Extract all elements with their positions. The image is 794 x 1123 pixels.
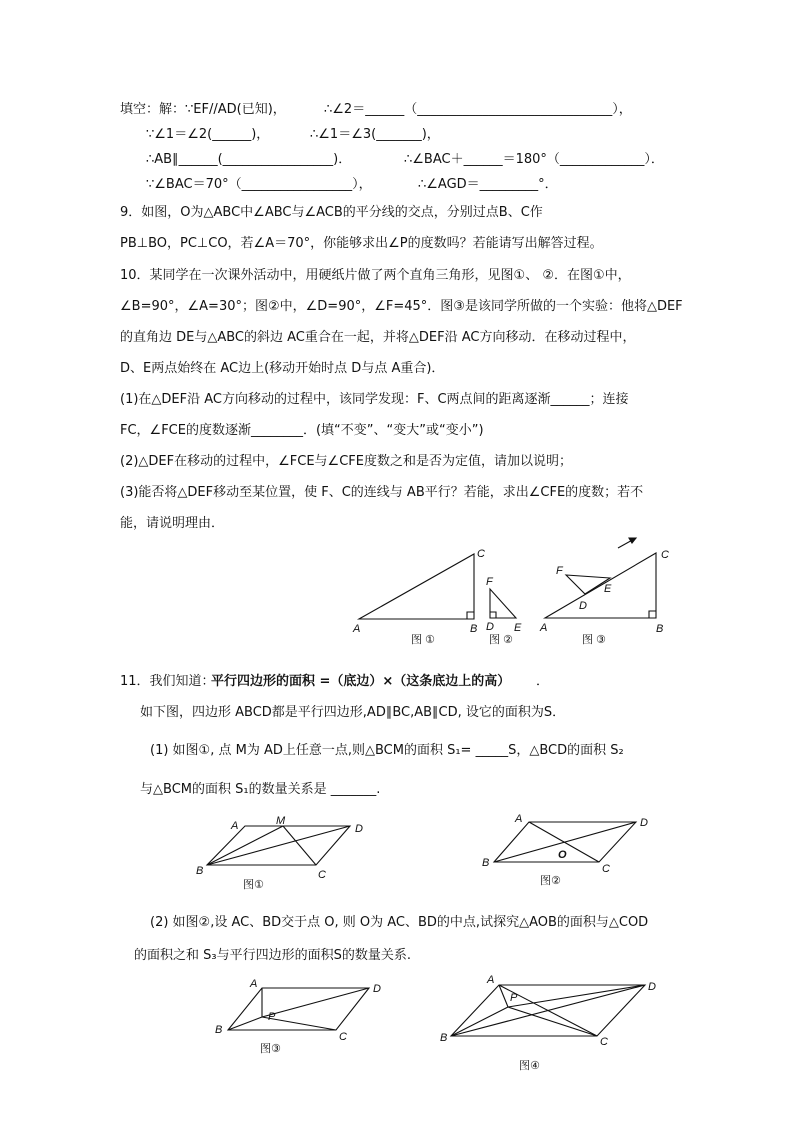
q10-line-4: D、E两点始终在 AC边上(移动开始时点 D与点 A重合)． [120,361,445,376]
q11-line-4: 与△BCM的面积 S₁的数量关系是 _______. [140,782,381,797]
svg-text:F: F [486,576,493,588]
svg-text:C: C [339,1031,347,1043]
q10-line-2: ∠B=90°，∠A=30°；图②中，∠D=90°，∠F=45°．图③是该同学所做的一个实验：他将△DEF [120,299,683,314]
svg-text:B: B [470,623,478,635]
q11-fig3-parallelogram [215,978,381,1055]
q10-line-8: (3)能否将△DEF移动至某位置，使 F、C的连线与 AB平行？若能，求出∠CFE的度数；若不 [120,485,644,500]
fill-line-1a: 填空：解：∵EF//AD(已知)， [120,102,286,117]
svg-text:图 ②: 图 ② [489,634,513,646]
fill-line-3b: ∴∠BAC＋______＝180°（_____________）． [404,152,664,167]
svg-text:C: C [477,548,485,560]
q10-line-1: 10．某同学在一次课外活动中，用硬纸片做了两个直角三角形，见图①、 ②．在图①中， [120,268,631,283]
svg-text:图③: 图③ [260,1043,281,1055]
q10-line-3: 的直角边 DE与△ABC的斜边 AC重合在一起，并将△DEF沿 AC方向移动．在移动过程中， [120,330,636,345]
fill-line-2a: ∵∠1＝∠2(______)， [146,127,270,142]
svg-text:图 ①: 图 ① [411,634,435,646]
svg-text:图①: 图① [243,879,264,891]
svg-text:M: M [276,815,286,827]
svg-text:C: C [600,1036,608,1048]
svg-text:图②: 图② [540,875,561,887]
svg-text:D: D [640,817,648,829]
svg-text:A: A [231,820,239,832]
svg-text:C: C [661,549,669,561]
q11-fig2-parallelogram [482,813,648,887]
q11-fig4-parallelogram [440,974,656,1072]
svg-text:B: B [440,1032,448,1044]
svg-text:B: B [196,865,204,877]
svg-text:A: A [540,622,548,634]
q10-line-5: (1)在△DEF沿 AC方向移动的过程中，该同学发现：F、C两点间的距离逐渐______；连接 [120,392,629,407]
q10-line-7: (2)△DEF在移动的过程中，∠FCE与∠CFE度数之和是否为定值，请加以说明； [120,454,572,469]
svg-text:E: E [604,583,612,595]
q10-line-6: FC，∠FCE的度数逐渐________．(填“不变”、“变大”或“变小”) [120,423,484,438]
q11-line-1b: 平行四边形的面积 =（底边）×（这条底边上的高） [211,674,511,689]
svg-text:B: B [215,1024,223,1036]
svg-text:D: D [579,600,587,612]
svg-text:A: A [515,813,523,825]
q9-line-1: 9．如图，O为△ABC中∠ABC与∠ACB的平分线的交点，分别过点B、C作 [120,205,543,220]
svg-text:D: D [648,981,656,993]
svg-text:F: F [556,565,563,577]
q11-line-1c: ． [536,674,550,689]
q10-line-9: 能，请说明理由． [120,516,225,531]
q11-line-2: 如下图，四边形 ABCD都是平行四边形,AD∥BC,AB∥CD, 设它的面积为S． [140,705,566,720]
fill-line-3a: ∴AB∥______(_________________)． [146,152,352,167]
svg-text:D: D [486,621,494,633]
svg-text:图 ③: 图 ③ [582,634,606,646]
svg-text:C: C [318,869,326,881]
svg-text:D: D [355,823,363,835]
fill-line-4a: ∵∠BAC＝70°（_________________）， [146,177,372,192]
q9-line-2: PB⊥BO，PC⊥CO，若∠A＝70°，你能够求出∠P的度数吗？若能请写出解答过程。 [120,236,603,251]
svg-text:E: E [514,622,522,634]
fill-line-2b: ∴∠1＝∠3(_______)， [310,127,440,142]
svg-text:P: P [510,992,518,1004]
svg-text:P: P [268,1011,276,1023]
svg-text:图④: 图④ [519,1060,540,1072]
q11-line-1a: 11．我们知道： [120,674,215,689]
svg-text:C: C [602,863,610,875]
svg-text:A: A [487,974,495,986]
q11-line-3: (1) 如图①, 点 M为 AD上任意一点,则△BCM的面积 S₁= _____S，△BCD的面积 S₂ [150,743,624,758]
svg-text:B: B [482,857,490,869]
q11-line-5: (2) 如图②,设 AC、BD交于点 O, 则 O为 AC、BD的中点,试探究△AOB的面积与△COD [150,915,649,930]
svg-text:D: D [373,983,381,995]
svg-text:O: O [558,849,567,861]
svg-text:B: B [656,623,664,635]
svg-text:A: A [353,623,361,635]
fill-line-1b: ∴∠2＝______（______________________________）， [324,102,632,117]
q11-line-6: 的面积之和 S₃与平行四边形的面积S的数量关系. [134,948,411,963]
q11-fig1-parallelogram [196,815,363,891]
fill-line-4b: ∴∠AGD＝_________°． [418,177,558,192]
svg-text:A: A [250,978,258,990]
